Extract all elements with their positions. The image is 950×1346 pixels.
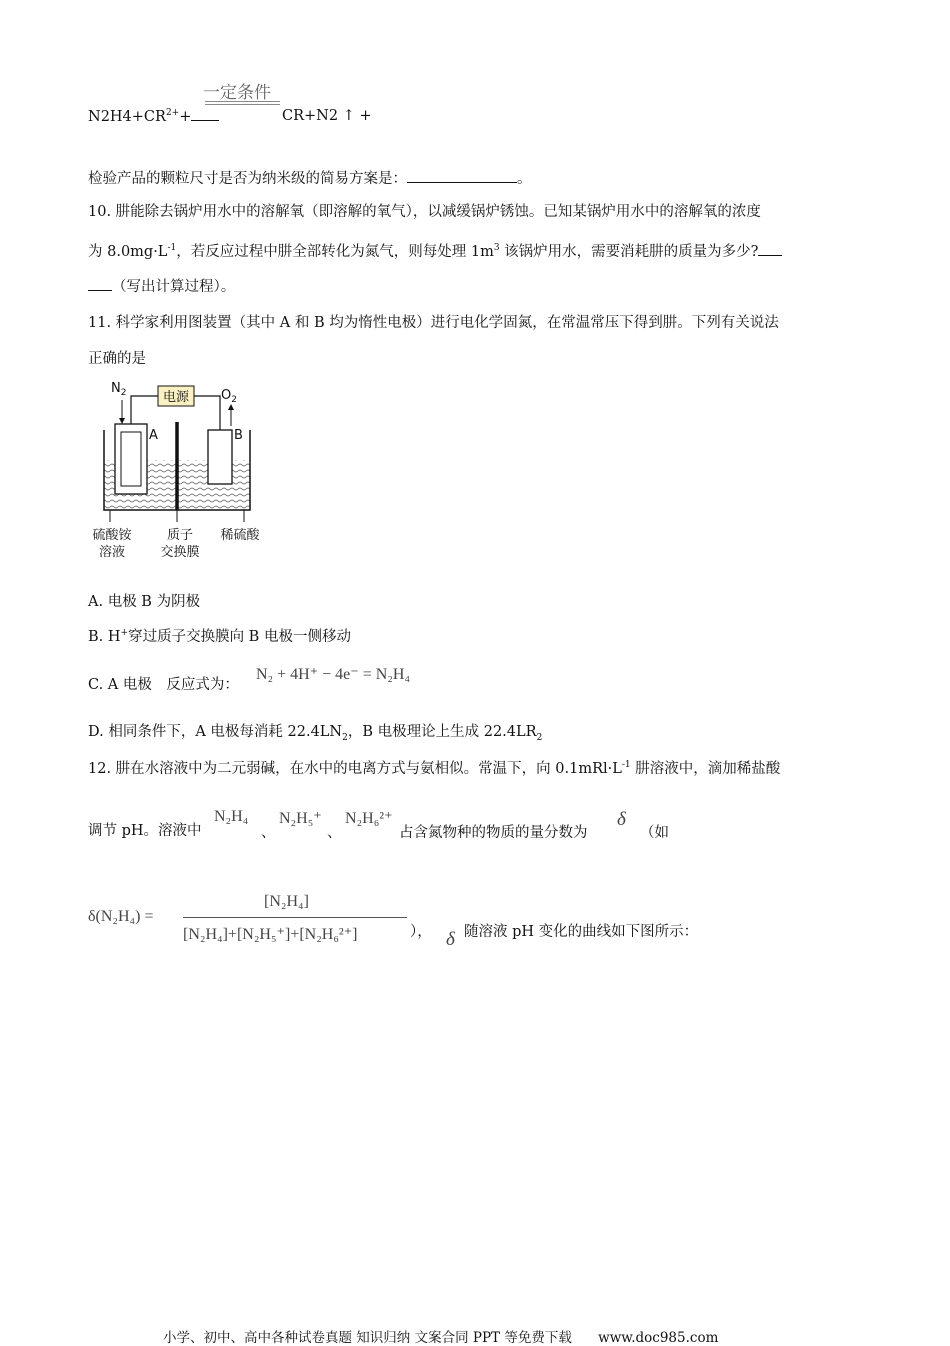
q12-line3-start: ）， (410, 924, 432, 940)
o2-label: $O_2$ (221, 388, 237, 405)
separator-2: 、 (327, 825, 342, 841)
equals-arrow (205, 101, 280, 105)
footer-url[interactable]: www.doc985.com (598, 1330, 719, 1346)
delta-symbol-2: δ (446, 929, 455, 950)
fraction-left: δ(N₂H₄) = (88, 908, 154, 925)
species-n2h5: N₂H₅⁺ (279, 810, 322, 827)
label-dilute-sulfuric-acid: 稀硫酸 (220, 528, 260, 543)
q12-line2-mid: 占含氮物种的物质的量分数为 (399, 825, 588, 841)
electrolysis-figure (86, 378, 276, 564)
label-a: A (149, 428, 158, 443)
q12-line1: 12. 肼在水溶液中为二元弱碱，在水中的电离方式与氨相似。常温下，向 $0.1mRl\cdot L^{-1}$ 肼溶液中，滴加稀盐酸 (88, 760, 781, 777)
fraction-denominator: [N₂H₄]+[N₂H₅⁺]+[N₂H₆²⁺] (183, 926, 358, 943)
option-d: D. 相同条件下，A 电极每消耗 $22.4LN_2$，B 电极理论上生成 $22.4LR_2$ (88, 724, 543, 743)
electrode-b (208, 430, 232, 484)
wire-right (194, 396, 220, 430)
electrode-a-inner (121, 432, 141, 486)
option-a: A. 电极 B 为阴极 (88, 594, 201, 610)
check-line: 检验产品的颗粒尺寸是否为纳米级的简易方案是： 。 (88, 168, 532, 189)
label-ammonium-sulfate: 硫酸铵 (92, 528, 132, 543)
equation-left: $N2H4+CR^{2+}+$ (88, 106, 219, 127)
wire-left (131, 396, 158, 424)
delta-symbol: δ (617, 809, 626, 830)
label-solution: 溶液 (98, 545, 126, 560)
option-c-formula: N₂ + 4H⁺ − 4e⁻ = N₂H₄ (256, 666, 411, 683)
q11-line2: 正确的是 (88, 351, 146, 367)
species-n2h6: N₂H₆²⁺ (345, 810, 393, 827)
label-exchange-membrane: 交换膜 (160, 545, 200, 560)
equation-right: CR+N2 ↑ + (282, 108, 372, 124)
n2-label: $N_2$ (111, 381, 127, 398)
option-c: C. A 电极 反应式为： (88, 677, 239, 693)
q12-line2-end: （如 (640, 825, 669, 841)
fraction-bar (183, 917, 407, 918)
q11-line1: 11. 科学家利用图装置（其中 A 和 B 均为惰性电极）进行电化学固氮，在常温常压下得到肼。下列有关说法 (88, 315, 779, 331)
label-proton: 质子 (166, 528, 194, 543)
option-b: B. H+穿过质子交换膜向 B 电极一侧移动 (88, 628, 351, 645)
power-label: 电源 (162, 390, 190, 405)
q10-line1: 10. 肼能除去锅炉用水中的溶解氧（即溶解的氧气），以减缓锅炉锈蚀。已知某锅炉用水中的溶解氧的浓度 (88, 204, 761, 220)
fraction-numerator: [N₂H₄] (264, 893, 309, 910)
q12-line3-end: 随溶液 pH 变化的曲线如下图所示： (464, 924, 699, 940)
page-footer: 小学、初中、高中各种试卷真题 知识归纳 文案合同 PPT 等免费下载 www.doc985.com (163, 1330, 719, 1346)
q10-line2: 为 $8.0mg\cdot L^{-1}$，若反应过程中肼全部转化为氮气，则每处理 $1m^3$ 该锅炉用水，需要消耗肼的质量为多少? (88, 241, 782, 262)
species-n2h4: N₂H₄ (214, 808, 249, 825)
separator-1: 、 (261, 825, 276, 841)
q10-line3: （写出计算过程）。 (88, 276, 235, 297)
label-b: B (234, 428, 243, 443)
q12-line2-start: 调节 pH。溶液中 (88, 823, 202, 839)
reaction-condition: 一定条件 (203, 83, 271, 102)
